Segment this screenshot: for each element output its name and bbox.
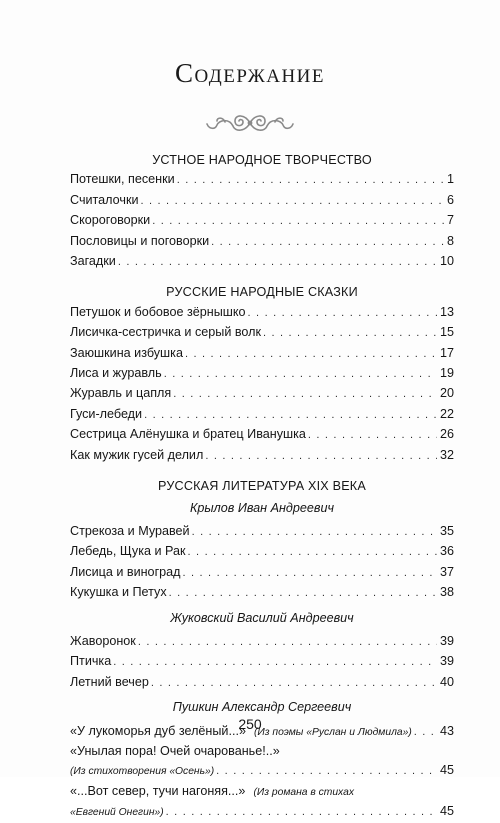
leader-dots	[263, 324, 437, 343]
entry-title: Лиса и журавль	[70, 366, 162, 381]
entry-page: 43	[439, 723, 454, 738]
leader-dots	[308, 426, 437, 445]
toc-entry[interactable]	[70, 782, 454, 823]
section-heading: УСТНОЕ НАРОДНОЕ ТВОРЧЕСТВО	[152, 153, 372, 167]
leader-dots	[185, 345, 437, 364]
toc-entry[interactable]	[70, 673, 454, 693]
toc-entry[interactable]	[70, 303, 454, 323]
entry-page: 19	[439, 366, 454, 381]
entry-page: 20	[439, 386, 454, 401]
entry-page: 45	[439, 804, 454, 819]
entry-title: Птичка	[70, 654, 112, 669]
decorative-ornament-icon	[205, 108, 295, 138]
entry-source: (Из романа в стихах	[253, 786, 354, 798]
entry-page: 45	[439, 763, 454, 778]
toc-entry[interactable]	[70, 252, 454, 272]
entry-page: 13	[439, 304, 454, 319]
toc-entry[interactable]	[70, 364, 454, 384]
leader-dots	[141, 192, 444, 211]
entry-title: Пословицы и поговорки	[70, 233, 210, 248]
entry-page: 17	[439, 345, 454, 360]
toc-entry[interactable]	[70, 191, 454, 211]
page-number: 250	[238, 716, 262, 732]
entry-title: Гуси-лебеди	[70, 406, 143, 421]
leader-dots	[248, 304, 437, 323]
leader-dots	[173, 385, 437, 404]
entry-source: (Из стихотворения «Осень»)	[70, 766, 215, 778]
author-heading: Пушкин Александр Сергеевич	[172, 700, 352, 715]
author-heading: Жуковский Василий Андреевич	[170, 610, 354, 625]
entry-page: 10	[439, 254, 454, 269]
toc-entry[interactable]	[70, 742, 454, 782]
entry-page: 26	[439, 427, 454, 442]
entry-page: 37	[439, 564, 454, 579]
entry-title: «Унылая пора! Очей очарованье!..»	[70, 743, 280, 758]
entry-page: 7	[446, 213, 454, 228]
leader-dots	[216, 762, 437, 781]
leader-dots	[177, 171, 444, 190]
leader-dots	[152, 212, 444, 231]
toc-entry[interactable]	[70, 542, 454, 562]
entry-title: Считалочки	[70, 192, 139, 207]
leader-dots	[183, 564, 437, 583]
toc-entry[interactable]	[70, 522, 454, 542]
entry-title: Лебедь, Щука и Рак	[70, 544, 186, 559]
author-heading: Крылов Иван Андреевич	[189, 500, 334, 515]
entry-title: Кукушка и Петух	[70, 585, 167, 600]
leader-dots	[113, 653, 437, 672]
entry-title: Сестрица Алёнушка и братец Иванушка	[70, 427, 306, 442]
entry-title: Потешки, песенки	[70, 172, 175, 187]
leader-dots	[169, 584, 437, 603]
toc-entry[interactable]	[70, 652, 454, 672]
entry-title: Петушок и бобовое зёрнышко	[70, 304, 246, 319]
toc-entry[interactable]	[70, 384, 454, 404]
leader-dots	[144, 406, 437, 425]
toc-entry[interactable]	[70, 425, 454, 445]
section-heading: РУССКИЕ НАРОДНЫЕ СКАЗКИ	[166, 285, 358, 300]
entry-source: (Из поэмы «Руслан и Людмила»)	[253, 726, 412, 738]
entry-page: 6	[446, 192, 454, 207]
entry-title: Жаворонок	[70, 633, 136, 648]
toc-entry[interactable]	[70, 344, 454, 364]
toc-entry[interactable]	[70, 211, 454, 231]
page-title: Содержание	[174, 58, 326, 88]
entry-title: Лисичка-сестричка и серый волк	[70, 325, 261, 340]
entry-title: «...Вот север, тучи нагоняя...»	[70, 783, 246, 798]
entry-source-continued: «Евгений Онегин»)	[70, 807, 164, 819]
entry-title: Скороговорки	[70, 213, 151, 228]
entry-page: 39	[439, 654, 454, 669]
entry-title: Стрекоза и Муравей	[70, 523, 190, 538]
entry-page: 36	[439, 544, 454, 559]
entry-page: 32	[439, 447, 454, 462]
entry-title: Как мужик гусей делил	[70, 447, 204, 462]
entry-title: Лисица и виноград	[70, 564, 181, 579]
entry-title: Загадки	[70, 254, 116, 269]
entry-title: Журавль и цапля	[70, 386, 172, 401]
entry-page: 15	[439, 325, 454, 340]
leader-dots	[164, 365, 437, 384]
entry-page: 35	[439, 523, 454, 538]
leader-dots	[166, 803, 437, 822]
leader-dots	[188, 543, 437, 562]
entry-page: 39	[439, 633, 454, 648]
leader-dots	[118, 253, 437, 272]
toc-entry[interactable]	[70, 583, 454, 603]
toc-entry[interactable]	[70, 446, 454, 466]
leader-dots	[205, 447, 437, 466]
toc-entry[interactable]	[70, 632, 454, 652]
section-heading: РУССКАЯ ЛИТЕРАТУРА XIX ВЕКА	[158, 479, 366, 494]
leader-dots	[211, 233, 444, 252]
entry-title: Заюшкина избушка	[70, 345, 183, 360]
leader-dots	[151, 674, 437, 693]
toc-entry[interactable]	[70, 563, 454, 583]
toc-entry[interactable]	[70, 170, 454, 190]
toc-entry[interactable]	[70, 405, 454, 425]
entry-page: 22	[439, 406, 454, 421]
toc-entry[interactable]	[70, 232, 454, 252]
entry-page: 1	[446, 172, 454, 187]
entry-title: Летний вечер	[70, 674, 149, 689]
entry-page: 8	[446, 233, 454, 248]
leader-dots	[138, 633, 437, 652]
leader-dots	[192, 523, 437, 542]
entry-page: 38	[439, 585, 454, 600]
toc-entry[interactable]	[70, 323, 454, 343]
entry-page: 40	[439, 674, 454, 689]
entry-title: «У лукоморья дуб зелёный...»	[70, 723, 246, 738]
